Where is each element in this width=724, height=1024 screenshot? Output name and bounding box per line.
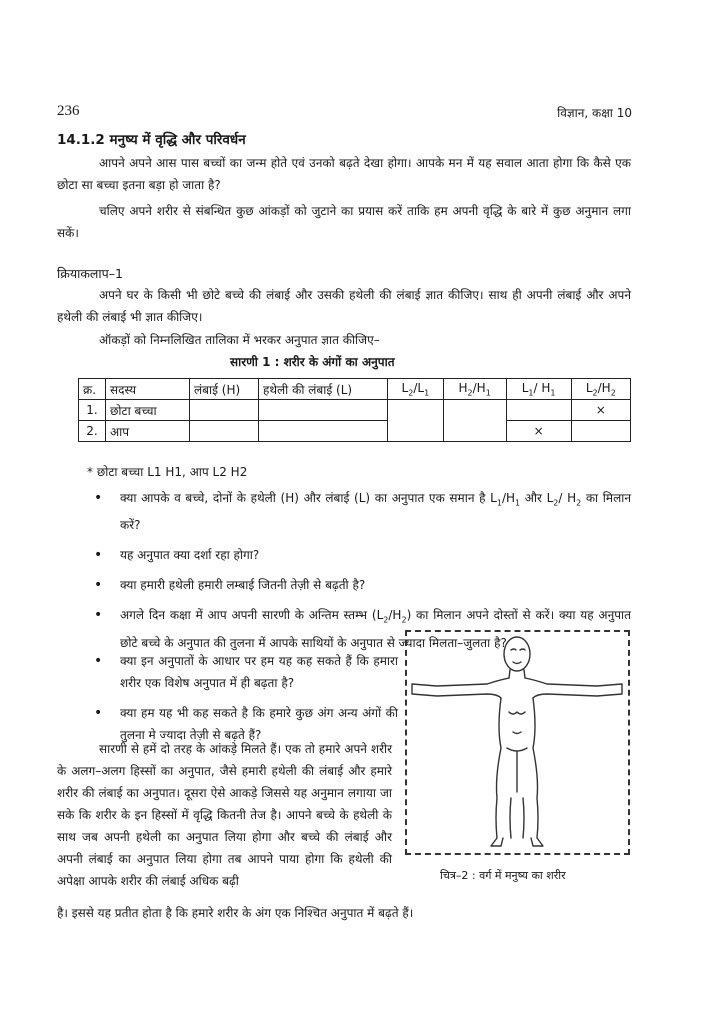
activity-paragraph-2: ऑकड़ों को निम्नलिखित तालिका में भरकर अनुपात ज्ञात कीजिए– bbox=[99, 333, 380, 347]
intro-paragraph-1: आपने अपने आस पास बच्चों का जन्म होते एवं उनको बढ़ते देखा होगा। आपके मन में यह सवाल आता होगा कि कैसे एक छोटा सा बच्चा इतना बड़ा हो जाता है? bbox=[57, 156, 631, 192]
table-note: * छोटा बच्चा L1 H1, आप L2 H2 bbox=[87, 465, 248, 479]
table-caption: सारणी 1 : शरीर के अंगों का अनुपात bbox=[230, 355, 395, 369]
row-no: 1. bbox=[79, 400, 106, 421]
row-no: 2. bbox=[79, 421, 106, 442]
list-item: • यह अनुपात क्या दर्शा रहा होगा? bbox=[88, 544, 631, 566]
row-cell bbox=[190, 400, 259, 421]
row-cell bbox=[571, 421, 630, 442]
col-header-no: क्र. bbox=[79, 379, 106, 400]
row-cell bbox=[443, 400, 506, 442]
page-number: 236 bbox=[57, 103, 80, 119]
activity-heading: क्रियाकलाप–1 bbox=[57, 266, 123, 281]
closing-paragraph: सारणी से हमें दो तरह के आंकड़े मिलते हैं। एक तो हमारे अपने शरीर के अलग–अलग हिस्सों का अनुपात, जैसे हमारी हथेली की लंबाई और हमारे शरीर की लंबाई का अनुपात। दूसरा ऐसे आकड़े जिससे यह अनुमान लगाया जा सके कि शरीर के इन हिस्सों में वृद्धि कितनी तेज है। आपने बच्चे के हथेली के साथ जब अपनी हथेली का अनुपात लिया होगा और बच्चे की लंबाई और अपनी लंबाई का अनुपात लिया होगा तब आपने पाया होगा कि हथेली की अपेक्षा आपके शरीर की लंबाई अधिक बढ़ी bbox=[57, 742, 392, 888]
ratio-table bbox=[78, 378, 631, 442]
row-cell bbox=[259, 421, 388, 442]
row-member: आप bbox=[106, 421, 190, 442]
col-header-member: सदस्य bbox=[106, 379, 190, 400]
list-item: • अगले दिन कक्षा में आप अपनी सारणी के अन्तिम स्तम्भ $(L_2/H_2)$ का मिलान अपने दोस्तों से करें। क्या यह अनुपात छोटे बच्चे के अनुपात की तुलना में आपके साथियों के अनुपात से ज्यादा मिलता–जुलता है? bbox=[88, 604, 631, 653]
list-item: • क्या हमारी हथेली हमारी लम्बाई जितनी तेज़ी से बढ़ती है? bbox=[88, 574, 631, 596]
intro-paragraph-2: चलिए अपने शरीर से संबन्धित कुछ आंकड़ों को जुटाने का प्रयास करें ताकि हम अपनी वृद्धि के बारे में कुछ अनुमान लगा सकें। bbox=[57, 204, 631, 240]
closing-paragraph-end: है। इससे यह प्रतीत होता है कि हमारे शरीर के अंग एक निश्चित अनुपात में बढ़ते हैं। bbox=[57, 906, 414, 920]
section-title: 14.1.2 मनुष्य में वृद्धि और परिवर्धन bbox=[57, 132, 246, 148]
row-cell bbox=[506, 400, 571, 421]
row-cell bbox=[190, 421, 259, 442]
col-header-ratio-2: $H_2/H_1$ bbox=[443, 379, 506, 400]
col-header-ratio-1: $L_2/L_1$ bbox=[388, 379, 444, 400]
row-member: छोटा बच्चा bbox=[106, 400, 190, 421]
human-body-illustration bbox=[407, 632, 628, 853]
col-header-palm: हथेली की लंबाई (L) bbox=[259, 379, 388, 400]
table-row bbox=[79, 400, 631, 421]
cross-mark: × bbox=[506, 421, 571, 442]
running-head: विज्ञान, कक्षा 10 bbox=[557, 106, 632, 120]
row-cell bbox=[259, 400, 388, 421]
activity-paragraph-1: अपने घर के किसी भी छोटे बच्चे की लंबाई और उसकी हथेली की लंबाई ज्ञात कीजिए। साथ ही अपनी लंबाई और अपने हथेली की लंबाई भी ज्ञात कीजिए। bbox=[57, 288, 631, 324]
table-row bbox=[79, 421, 631, 442]
list-item: • क्या आपके व बच्चे, दोनों के हथेली (H) और लंबाई (L) का अनुपात एक समान है $L_1/H_1$ और $L_2/$ $H_2$ का मिलान करें? bbox=[88, 487, 631, 536]
list-item: • क्या हम यह भी कह सकते है कि हमारे कुछ अंग अन्य अंगों की तुलना मे ज्यादा तेज़ी से बढ़ते हैं? bbox=[88, 702, 398, 746]
row-cell bbox=[388, 400, 444, 442]
col-header-height: लंबाई (H) bbox=[190, 379, 259, 400]
figure-frame bbox=[405, 630, 630, 855]
col-header-ratio-4: $L_2/H_2$ bbox=[571, 379, 630, 400]
table-header-row bbox=[79, 379, 631, 400]
figure-caption: चित्र–2 : वर्ग में मनुष्य का शरीर bbox=[440, 869, 566, 882]
col-header-ratio-3: $L_1/$ $H_1$ bbox=[506, 379, 571, 400]
list-item: • क्या इन अनुपातों के आधार पर हम यह कह सकते हैं कि हमारा शरीर एक विशेष अनुपात में ही बढ़ता है? bbox=[88, 650, 398, 694]
cross-mark: × bbox=[571, 400, 630, 421]
